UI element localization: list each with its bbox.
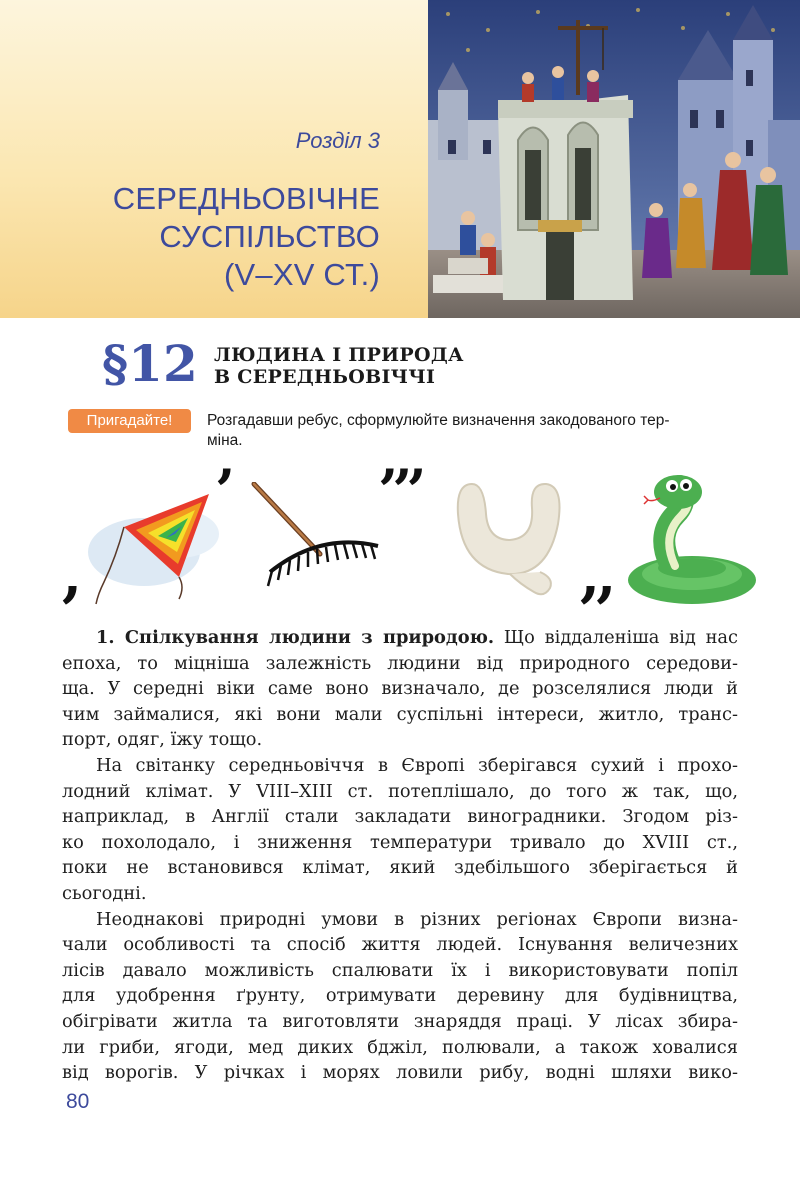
recall-badge: Пригадайте! [68, 409, 191, 433]
text-line: лодний клімат. У VIII–XIII ст. потеплішало, до того ж так, що, [62, 780, 738, 802]
text-line: сьогодні. [62, 882, 147, 904]
text-line: чали особливості та спосіб життя людей. Існування величезних [62, 934, 738, 956]
text-line: На світанку середньовіччя в Європі зберігався сухий і прохо- [96, 754, 738, 776]
text-line: Неоднакові природні умови в різних регіонах Європи визна- [96, 908, 738, 930]
text-line: ща. У середні віки саме воно визначало, де розселялися люди й [62, 678, 738, 700]
text-line: поки не встановився клімат, який здебільшого зберігається й [62, 857, 738, 879]
recall-line: Розгадавши ребус, сформулюйте визначення закодованого тер- [207, 412, 670, 429]
recall-line: міна. [207, 432, 243, 449]
text-line: наприклад, в Англії стали закладати виноградники. Згодом різ- [62, 806, 738, 828]
rebus-comma: ’’’ [378, 457, 421, 525]
medieval-construction-miniature [428, 0, 800, 318]
text-line: чим займалися, які вони мали суспільні інтереси, житло, транс- [62, 703, 738, 725]
text-line: епоха, то міцніша залежність людини від природного середови- [62, 652, 738, 674]
text-line: для удобрення ґрунту, отримувати деревину для будівництва, [62, 985, 738, 1007]
page-number: 80 [66, 1090, 90, 1113]
text-line: порт, одяг, їжу тощо. [62, 729, 263, 751]
text-line: 1. Спілкування людини з природою. Що віддаленіша від нас [96, 627, 738, 648]
rebus-comma: ’ [215, 457, 236, 525]
chapter-kicker: Розділ 3 [295, 128, 380, 153]
kite-icon [84, 482, 234, 616]
chapter-title-line: СУСПІЛЬСТВО [159, 219, 380, 254]
chapter-title [60, 180, 380, 294]
paragraph-title-line: ЛЮДИНА І ПРИРОДА [214, 344, 464, 366]
text-line: ли гриби, ягоди, мед диких бджіл, полювали, а також ховалися [62, 1036, 738, 1058]
chapter-title-line: СЕРЕДНЬОВІЧНЕ [112, 181, 380, 216]
section-heading: 1. Спілкування людини з природою. [96, 627, 495, 648]
rebus-puzzle [60, 457, 760, 618]
paragraph-title-line: В СЕРЕДНЬОВІЧЧІ [214, 366, 436, 388]
text-line: лісів давало можливість спалювати їх і використовувати попіл [62, 959, 738, 981]
paragraph-title [214, 344, 464, 388]
text-line: від ворогів. У річках і морях ловили рибу, водні шляхи вико- [62, 1062, 738, 1084]
horseshoe-icon [452, 474, 582, 608]
snake-icon [620, 472, 760, 612]
rebus-comma: ,, [580, 541, 613, 609]
text-line: ко похолодало, і зниження температури тривало до XVIII ст., [62, 831, 738, 853]
chapter-title-line: (V–XV СТ.) [223, 257, 380, 292]
text-line: обігрівати житла та виготовляти знаряддя праці. У лісах збира- [62, 1010, 738, 1032]
rebus-comma: , [62, 541, 83, 609]
rake-icon [250, 482, 390, 596]
paragraph-number: §12 [102, 334, 198, 393]
recall-instruction [207, 411, 747, 451]
body-text [62, 625, 738, 1086]
